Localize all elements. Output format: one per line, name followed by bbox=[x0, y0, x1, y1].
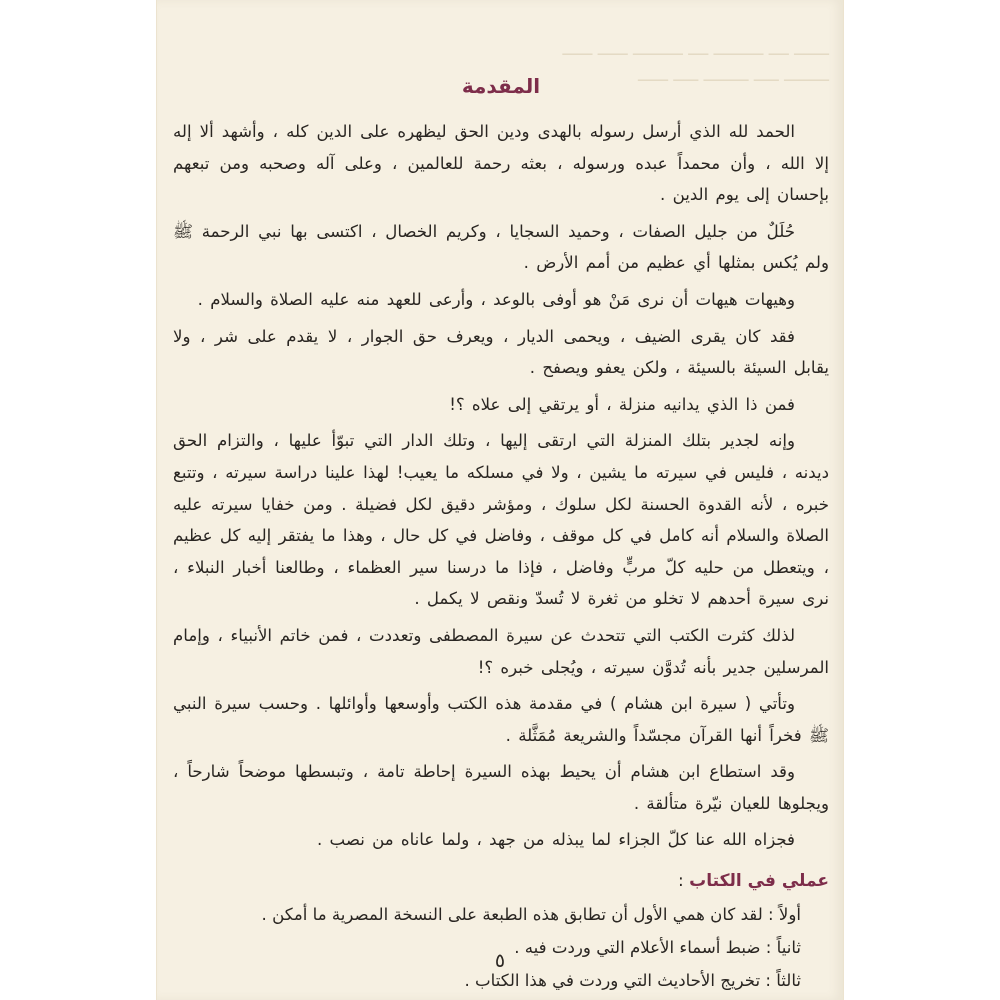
book-page bbox=[157, 0, 843, 1000]
list-item: ثالثاً : تخريج الأحاديث التي وردت في هذا الكتاب . bbox=[464, 971, 801, 991]
paragraph: وهيهات هيهات أن نرى مَنْ هو أوفى بالوعد ، وأرعى للعهد منه عليه الصلاة والسلام . bbox=[197, 289, 795, 309]
bleed-through-text: ـــــــــ ـــــ ـــــــــ ـــــ ــــــ bbox=[638, 66, 829, 86]
section-heading-colon: : bbox=[678, 871, 690, 892]
page-title: المقدمة bbox=[461, 74, 541, 98]
list-item: ثانياً : ضبط أسماء الأعلام التي وردت فيه . bbox=[514, 938, 801, 958]
section-heading-text: عملي في الكتاب bbox=[689, 871, 829, 892]
page-content bbox=[173, 72, 829, 997]
section-heading bbox=[173, 866, 829, 896]
bleed-through-text: ـــــــ ــــ ــــــــــ ــــ ــــــــــ ــــــ ــــــ bbox=[562, 40, 829, 60]
paragraph: وقد استطاع ابن هشام أن يحيط بهذه السيرة إحاطة تامة ، وتبسطها موضحاً شارحاً ، ويجلوها للعيان نيّرة متألقة . bbox=[173, 762, 829, 813]
paragraph: وتأتي ( سيرة ابن هشام ) في مقدمة هذه الكتب وأوسعها وأوائلها . وحسب سيرة النبي ﷺ فخراً أنها القرآن مجسّداً والشريعة مُمَثَّلة . bbox=[173, 694, 829, 745]
paragraph: فمن ذا الذي يدانيه منزلة ، أو يرتقي إلى علاه ؟! bbox=[449, 394, 795, 414]
paragraph: وإنه لجدير بتلك المنزلة التي ارتقى إليها ، وتلك الدار التي تبوّأ عليها ، والتزام الحق ديدنه ، فليس في سيرته ما يشين ، ولا في مسلكه ما يعيب! لهذا علينا دراسة سيرته ، وتتبع خبره ، لأنه القدوة الحسنة لكل سلوك ، ومؤشر دقيق لكل فضيلة . ومن خفايا سيرته عليه الصلاة والسلام أنه كامل في كل موقف ، وفاضل في كل حال ، وهذا ما يفتقر إليه كل عظيم ، ويتعطل من حليه كلّ مربٍّ وفاضل ، فإذا ما درسنا سير العظماء ، وطالعنا أخبار النبلاء ، نرى سيرة أحدهم لا تخلو من ثغرة لا تُسدّ ونقص لا يكمل . bbox=[173, 431, 829, 609]
paragraph: لذلك كثرت الكتب التي تتحدث عن سيرة المصطفى وتعددت ، فمن خاتم الأنبياء ، وإمام المرسلين جدير بأنه تُدوَّن سيرته ، ويُجلى خبره ؟! bbox=[173, 625, 829, 677]
paragraph: الحمد لله الذي أرسل رسوله بالهدى ودين الحق ليظهره على الدين كله ، وأشهد ألا إله إلا الله ، وأن محمداً عبده ورسوله ، بعثه رحمة للعالمين ، وعلى آله وصحبه ومن تبعهم بإحسان إلى يوم الدين . bbox=[173, 122, 829, 205]
paragraph: حُلَلٌ من جليل الصفات ، وحميد السجايا ، وكريم الخصال ، اكتسى بها نبي الرحمة ﷺ ولم يُكس بمثلها أي عظيم من أمم الأرض . bbox=[173, 221, 829, 273]
list-item: أولاً : لقد كان همي الأول أن تطابق هذه الطبعة على النسخة المصرية ما أمكن . bbox=[261, 905, 801, 925]
paragraph: فقد كان يقرى الضيف ، ويحمى الديار ، ويعرف حق الجوار ، لا يقدم على شر ، ولا يقابل السيئة بالسيئة ، ولكن يعفو ويصفح . bbox=[173, 326, 829, 378]
page-number: ٥ bbox=[494, 950, 506, 972]
paragraph: فجزاه الله عنا كلّ الجزاء لما يبذله من جهد ، ولما عاناه من نصب . bbox=[316, 830, 795, 850]
